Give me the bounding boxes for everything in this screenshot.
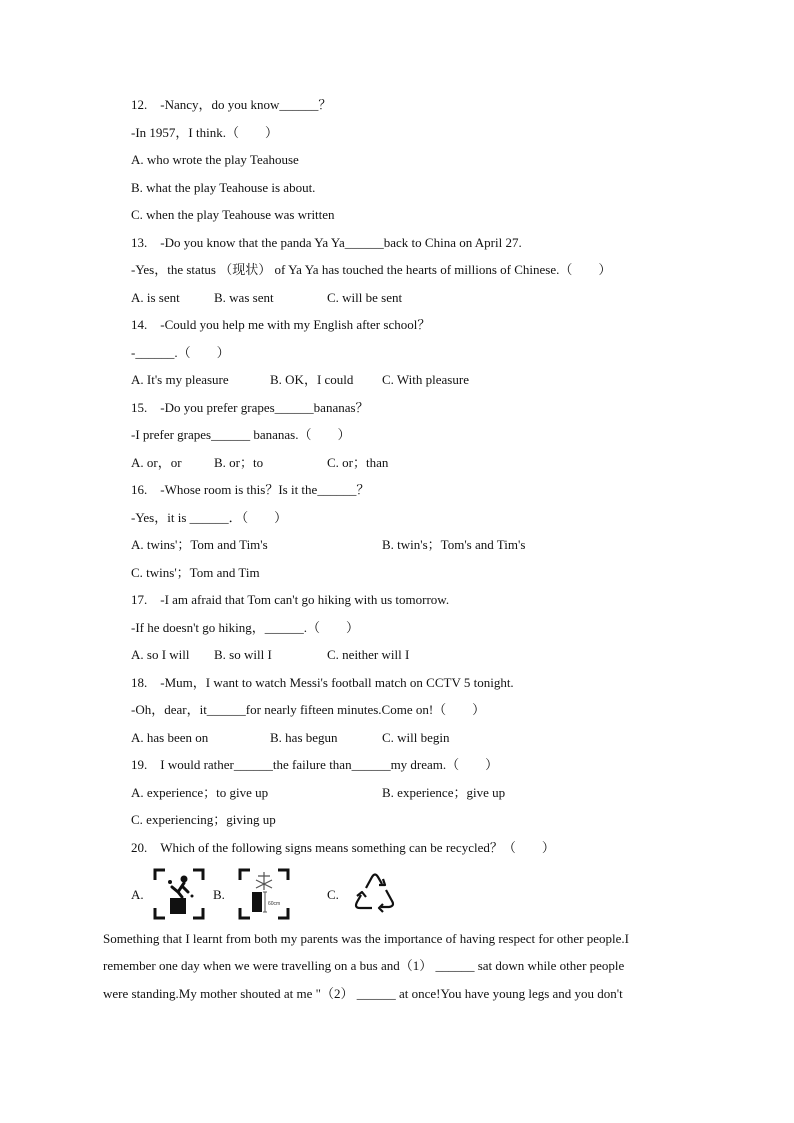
q18-option-b: B. has begun [270, 730, 338, 745]
q16-stem: 16. -Whose room is this？Is it the______？ [131, 482, 370, 497]
q12-option-c: C. when the play Teahouse was written [131, 207, 335, 222]
q20-option-c: C. [327, 887, 339, 902]
sign-b-label: 60cm [268, 901, 281, 907]
q19-option-c: C. experiencing；giving up [131, 812, 276, 827]
q19-option-b: B. experience；give up [382, 785, 506, 800]
q17-reply: -If he doesn't go hiking，______.（ ） [131, 620, 360, 635]
q17-option-c: C. neither will I [327, 647, 410, 662]
q17-option-a: A. so I will [131, 647, 190, 662]
q16-reply: -Yes，it is ______．（ ） [131, 510, 288, 525]
q13-reply: -Yes，the status （现状） of Ya Ya has touched the hearts of millions of Chinese.（ ） [131, 262, 612, 277]
no-littering-sign-icon [153, 868, 205, 924]
q12-option-a: A. who wrote the play Teahouse [131, 152, 299, 167]
q14-option-c: C. With pleasure [382, 372, 469, 387]
q14-option-a: A. It's my pleasure [131, 372, 229, 387]
q16-option-a: A. twins'；Tom and Tim's [131, 537, 268, 552]
q16-option-c: C. twins'；Tom and Tim [131, 565, 260, 580]
q13-option-c: C. will be sent [327, 290, 403, 305]
q18-option-c: C. will begin [382, 730, 450, 745]
q13-stem: 13. -Do you know that the panda Ya Ya______back to China on April 27. [131, 235, 522, 250]
q18-stem: 18. -Mum，I want to watch Messi's football match on CCTV 5 tonight. [131, 675, 514, 690]
q12-option-b: B. what the play Teahouse is about. [131, 180, 316, 195]
q17-option-b: B. so will I [214, 647, 272, 662]
q19-stem: 19. I would rather______the failure than______my dream.（ ） [131, 757, 499, 772]
q15-reply: -I prefer grapes______ bananas.（ ） [131, 427, 351, 442]
height-limit-sign-icon [238, 868, 290, 924]
q14-stem: 14. -Could you help me with my English after school？ [131, 317, 431, 332]
q16-option-b: B. twin's；Tom's and Tim's [382, 537, 526, 552]
q17-stem: 17. -I am afraid that Tom can't go hiking with us tomorrow. [131, 592, 450, 607]
passage-line-2: remember one day when we were travelling on a bus and（1） ______ sat down while other people [103, 958, 625, 973]
q14-reply: -______.（ ） [131, 345, 230, 360]
q12-reply: -In 1957，I think.（ ） [131, 125, 278, 140]
q15-option-b: B. or；to [214, 455, 264, 470]
q15-stem: 15. -Do you prefer grapes______bananas？ [131, 400, 369, 415]
q18-reply: -Oh，dear，it______for nearly fifteen minutes.Come on!（ ） [131, 702, 486, 717]
q13-option-a: A. is sent [131, 290, 180, 305]
q19-option-a: A. experience；to give up [131, 785, 269, 800]
q18-option-a: A. has been on [131, 730, 209, 745]
q15-option-a: A. or，or [131, 455, 182, 470]
q13-option-b: B. was sent [214, 290, 274, 305]
q15-option-c: C. or；than [327, 455, 389, 470]
passage-line-1: Something that I learnt from both my parents was the importance of having respect for other people.I [103, 931, 629, 946]
recycle-icon [348, 868, 402, 924]
q20-option-b: B. [213, 887, 225, 902]
q20-stem: 20. Which of the following signs means something can be recycled？（ ） [131, 840, 555, 855]
q14-option-b: B. OK，I could [270, 372, 354, 387]
q12-stem: 12. -Nancy，do you know______？ [131, 97, 332, 112]
passage-line-3: were standing.My mother shouted at me "（2） ______ at once!You have young legs and you don't [103, 986, 623, 1001]
q20-option-a: A. [131, 887, 144, 902]
